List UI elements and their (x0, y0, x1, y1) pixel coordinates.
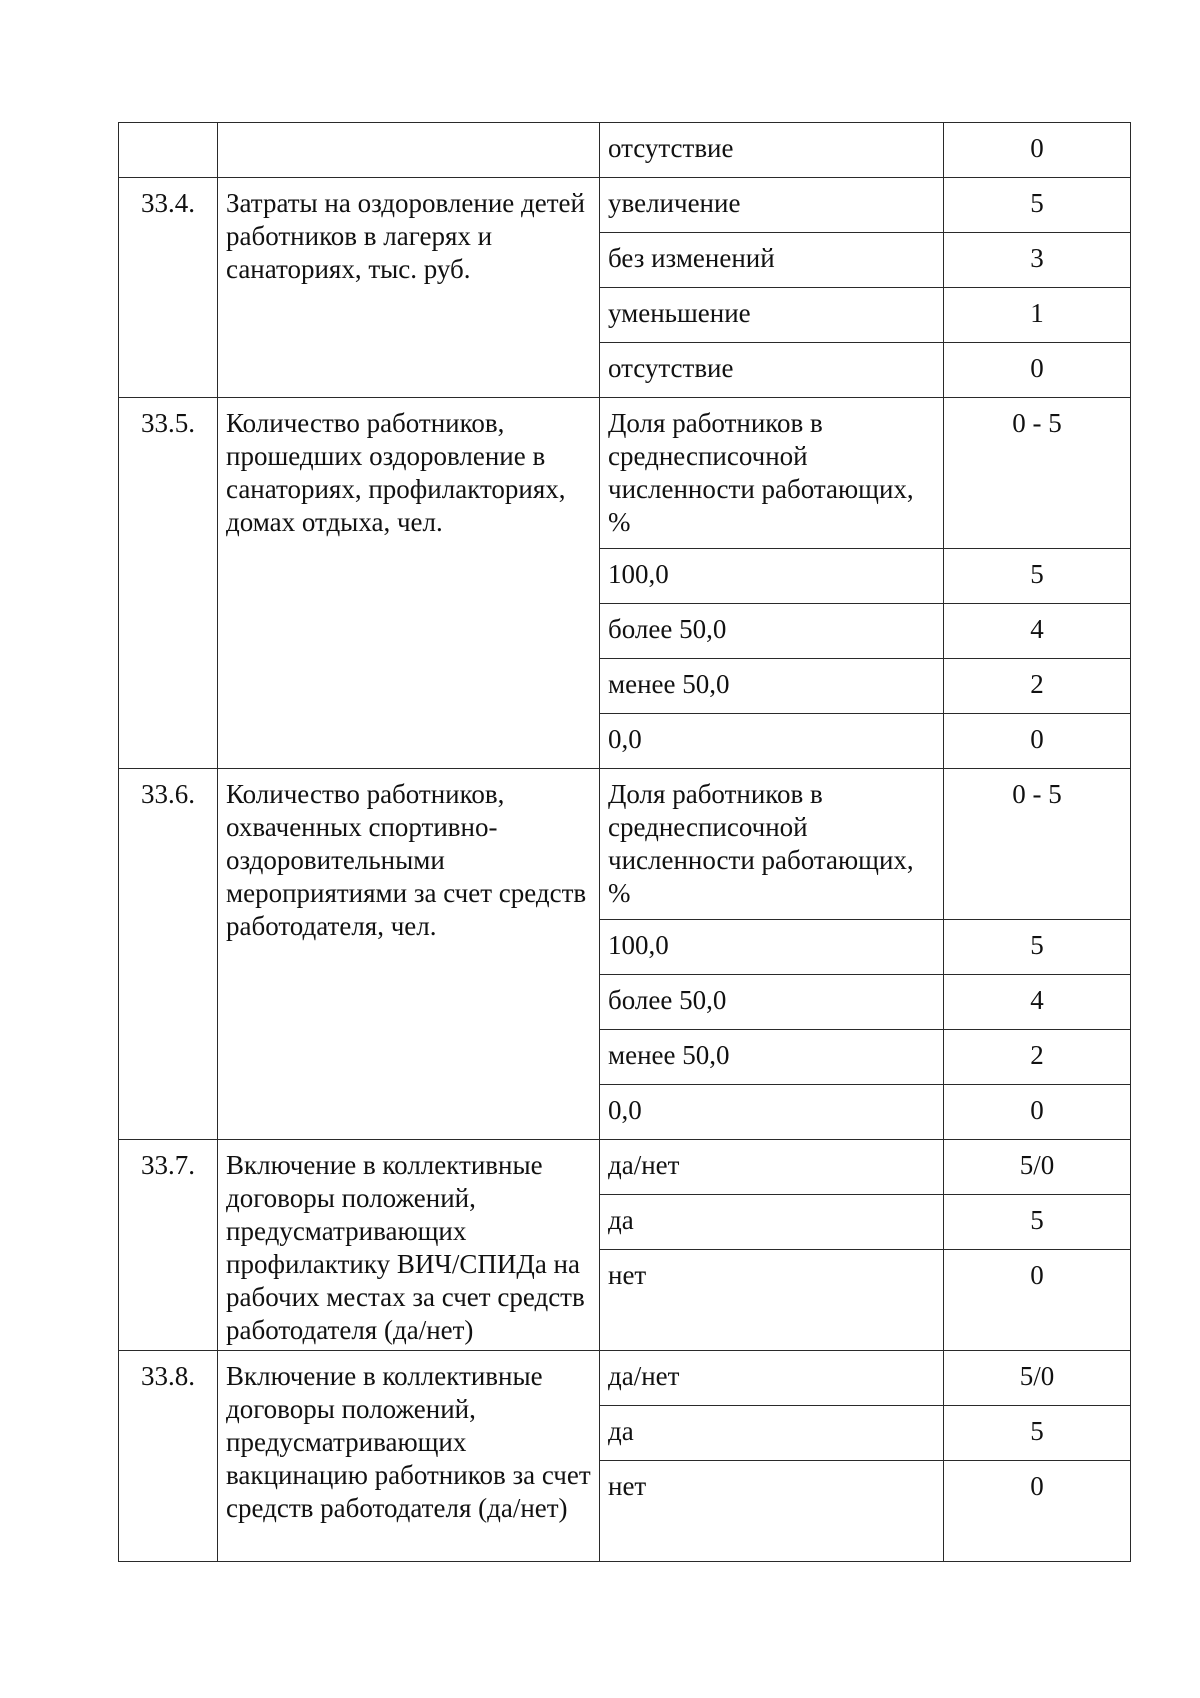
criterion-cell: отсутствие (600, 343, 944, 398)
score-cell: 4 (944, 604, 1131, 659)
criterion-cell: 0,0 (600, 1085, 944, 1140)
score-cell: 0 (944, 714, 1131, 769)
score-cell: 2 (944, 1030, 1131, 1085)
item-number-cell: 33.5. (119, 398, 218, 769)
score-cell: 0 (944, 1461, 1131, 1562)
criterion-cell: да (600, 1195, 944, 1250)
score-cell: 0 (944, 1250, 1131, 1351)
score-cell: 0 (944, 123, 1131, 178)
score-cell: 5 (944, 178, 1131, 233)
score-cell: 0 - 5 (944, 769, 1131, 920)
table-row (119, 769, 1131, 920)
score-cell: 0 (944, 1085, 1131, 1140)
score-cell: 0 (944, 343, 1131, 398)
criterion-cell: нет (600, 1461, 944, 1562)
table-row (119, 398, 1131, 549)
criterion-cell: менее 50,0 (600, 659, 944, 714)
criterion-cell: да (600, 1406, 944, 1461)
criterion-cell: да/нет (600, 1351, 944, 1406)
criterion-cell: нет (600, 1250, 944, 1351)
item-number-cell (119, 123, 218, 178)
score-cell: 2 (944, 659, 1131, 714)
criterion-cell: более 50,0 (600, 604, 944, 659)
criterion-cell: 100,0 (600, 920, 944, 975)
criterion-cell: без изменений (600, 233, 944, 288)
score-cell: 5 (944, 1195, 1131, 1250)
item-description-cell: Включение в коллективные договоры положений, предусматривающих вакцинацию работников за счет средств работодателя (да/нет) (218, 1351, 600, 1562)
table-row (119, 178, 1131, 233)
item-number-cell: 33.7. (119, 1140, 218, 1351)
score-cell: 5/0 (944, 1351, 1131, 1406)
criterion-cell: менее 50,0 (600, 1030, 944, 1085)
criterion-cell: отсутствие (600, 123, 944, 178)
score-cell: 4 (944, 975, 1131, 1030)
score-cell: 5 (944, 920, 1131, 975)
item-number-cell: 33.8. (119, 1351, 218, 1562)
score-cell: 0 - 5 (944, 398, 1131, 549)
criterion-cell: уменьшение (600, 288, 944, 343)
criterion-cell: 0,0 (600, 714, 944, 769)
criterion-cell: увеличение (600, 178, 944, 233)
score-cell: 3 (944, 233, 1131, 288)
score-cell: 5 (944, 549, 1131, 604)
criteria-table (118, 122, 1131, 1562)
table-row (119, 1351, 1131, 1406)
score-cell: 1 (944, 288, 1131, 343)
item-description-cell: Количество работников, охваченных спортивно-оздоровительными мероприятиями за счет средств работодателя, чел. (218, 769, 600, 1140)
criterion-cell: более 50,0 (600, 975, 944, 1030)
criterion-cell: Доля работников в среднесписочной численности работающих, % (600, 398, 944, 549)
item-description-cell: Включение в коллективные договоры положений, предусматривающих профилактику ВИЧ/СПИДа на рабочих местах за счет средств работодателя (да/нет) (218, 1140, 600, 1351)
score-cell: 5/0 (944, 1140, 1131, 1195)
criterion-cell: Доля работников в среднесписочной численности работающих, % (600, 769, 944, 920)
criterion-cell: да/нет (600, 1140, 944, 1195)
criterion-cell: 100,0 (600, 549, 944, 604)
item-description-cell: Количество работников, прошедших оздоровление в санаториях, профилакториях, домах отдыха, чел. (218, 398, 600, 769)
score-cell: 5 (944, 1406, 1131, 1461)
item-description-cell: Затраты на оздоровление детей работников в лагерях и санаториях, тыс. руб. (218, 178, 600, 398)
item-number-cell: 33.4. (119, 178, 218, 398)
table-row (119, 1140, 1131, 1195)
table-row (119, 123, 1131, 178)
item-description-cell (218, 123, 600, 178)
item-number-cell: 33.6. (119, 769, 218, 1140)
